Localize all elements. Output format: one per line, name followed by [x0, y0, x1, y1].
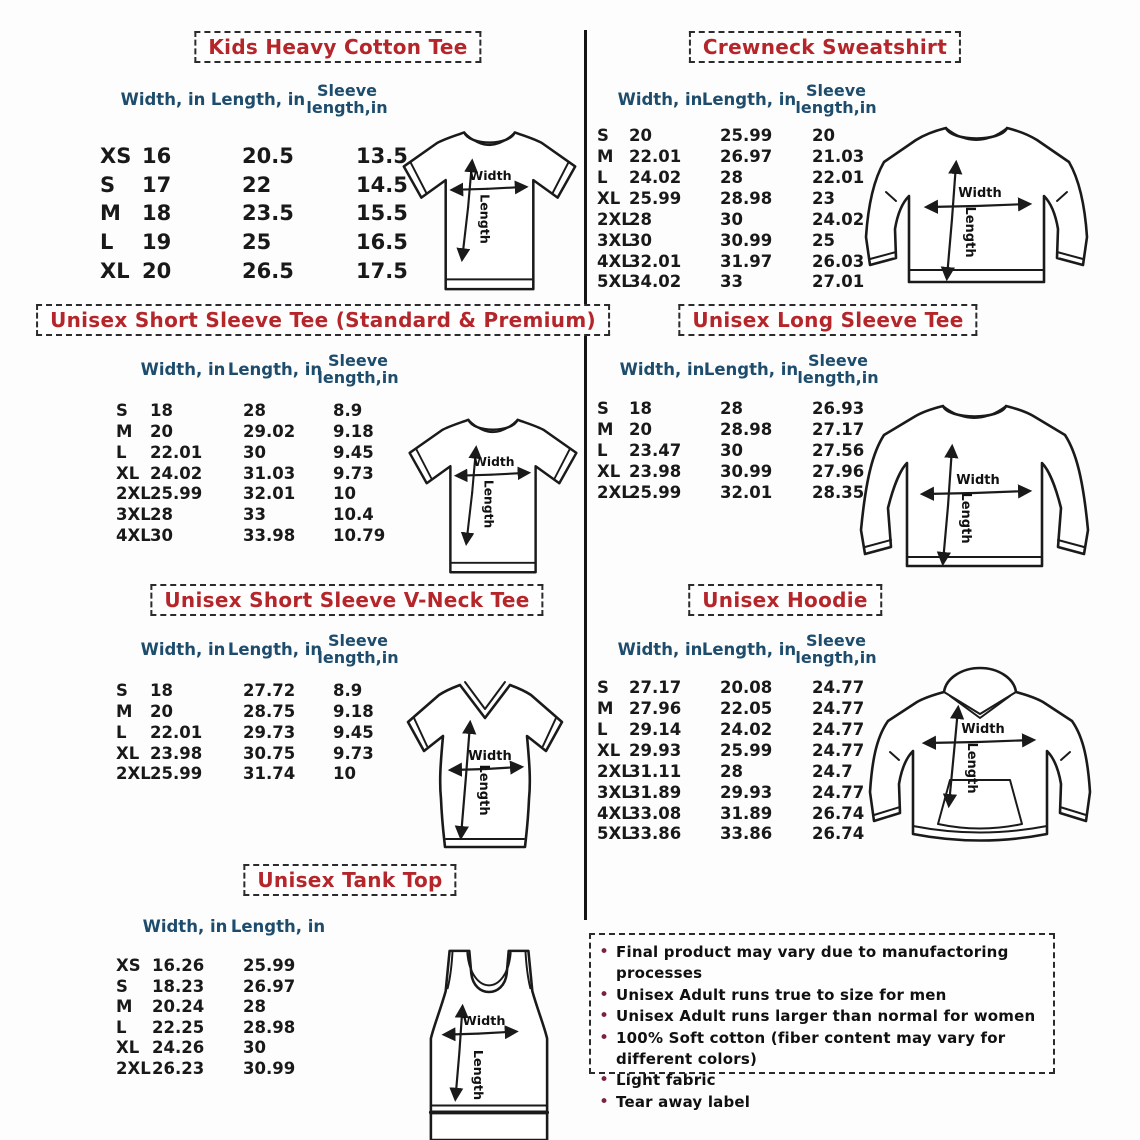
size-table [116, 681, 403, 785]
table-row [116, 443, 403, 464]
table-row [597, 741, 882, 762]
measure-value: 22.25 [152, 1017, 205, 1037]
measure-value: 20 [629, 420, 652, 440]
measure-value: 30.99 [243, 1058, 296, 1078]
measure-value: 16.5 [356, 230, 408, 255]
measure-value: 20 [142, 259, 172, 284]
column-header-width: Width, in [140, 640, 226, 659]
size-label: 2XL [597, 761, 632, 781]
measure-value: 28.98 [720, 420, 773, 440]
column-header-length: Length, in [227, 360, 323, 379]
size-label: XS [100, 143, 132, 168]
table-row [116, 681, 403, 702]
size-label: 4XL [116, 525, 151, 545]
size-label: M [597, 420, 614, 440]
table-row [116, 997, 343, 1018]
note-item [599, 1028, 1045, 1071]
table-row [597, 762, 882, 783]
column-header-sleeve-length: Sleeve length,in [795, 81, 877, 117]
note-text: 100% Soft cotton (fiber content may vary for different colors) [616, 1028, 1006, 1069]
measure-value: 14.5 [356, 172, 408, 197]
section-title: Unisex Short Sleeve V-Neck Tee [150, 584, 543, 616]
size-label: M [116, 701, 133, 721]
measure-value: 22.05 [720, 699, 773, 719]
table-row [597, 399, 882, 420]
size-label: XL [597, 188, 621, 208]
section-title: Unisex Long Sleeve Tee [678, 304, 977, 336]
size-label: 5XL [597, 824, 632, 844]
measure-value: 30 [243, 1038, 266, 1057]
measure-value: 10.79 [333, 525, 386, 545]
column-header-length: Length, in [701, 640, 797, 659]
measure-value: 17.5 [356, 259, 408, 284]
measure-value: 20 [812, 126, 835, 146]
measure-value: 10 [333, 484, 356, 504]
table-row [100, 171, 426, 200]
note-text: Tear away label [616, 1092, 751, 1111]
table-row [597, 824, 882, 845]
measure-value: 27.72 [243, 681, 296, 701]
measure-value: 20 [150, 701, 173, 721]
measure-value: 30 [150, 525, 173, 545]
measure-value: 8.9 [333, 401, 363, 421]
column-header-length: Length, in [230, 917, 326, 936]
measure-value: 25.99 [629, 188, 682, 208]
size-label: 2XL [116, 484, 151, 504]
measure-value: 27.96 [812, 461, 865, 481]
column-header-sleeve-length: Sleeve length,in [797, 351, 879, 387]
measure-value: 28 [629, 209, 652, 229]
size-label: L [116, 722, 127, 742]
size-label: S [597, 399, 609, 419]
measure-value: 8.9 [333, 681, 363, 701]
measure-value: 26.03 [812, 251, 865, 271]
measure-value: 28.98 [720, 188, 773, 208]
tank-top-illustration [415, 943, 563, 1140]
measure-value: 24.7 [812, 761, 853, 781]
measure-value: 29.02 [243, 421, 296, 441]
table-row [597, 720, 882, 741]
measure-value: 29.73 [243, 722, 296, 742]
measure-value: 28 [150, 505, 173, 525]
measure-value: 24.77 [812, 782, 865, 802]
width-label: Width [956, 473, 1000, 488]
column-header-sleeve-length: Sleeve length,in [795, 631, 877, 667]
note-item [599, 1070, 1045, 1091]
table-row [597, 251, 882, 272]
measure-value: 26.74 [812, 824, 865, 844]
table-row [597, 230, 882, 251]
measure-value: 22.01 [629, 147, 682, 167]
measure-value: 26.74 [812, 803, 865, 823]
table-row [597, 483, 882, 504]
table-row [116, 956, 343, 977]
table-row [597, 147, 882, 168]
size-label: M [597, 699, 614, 719]
measure-value: 18 [629, 399, 652, 419]
column-header-width: Width, in [617, 90, 703, 109]
table-row [116, 484, 403, 505]
measure-value: 20.5 [242, 143, 294, 168]
measure-value: 24.77 [812, 678, 865, 698]
measure-value: 28 [243, 401, 266, 421]
measure-value: 10.4 [333, 505, 374, 525]
width-label: Width [469, 168, 512, 184]
bullet-icon: • [599, 1027, 610, 1048]
measure-value: 31.89 [720, 803, 773, 823]
measure-value: 24.77 [812, 699, 865, 719]
measure-value: 17 [142, 172, 172, 197]
size-table [116, 956, 343, 1079]
note-item [599, 942, 1045, 985]
bullet-icon: • [599, 984, 610, 1005]
size-label: 3XL [116, 505, 151, 525]
column-header-width: Width, in [140, 360, 226, 379]
measure-value: 32.01 [720, 482, 773, 502]
size-label: M [116, 421, 133, 441]
measure-value: 30 [720, 440, 743, 460]
size-label: L [116, 1017, 127, 1037]
table-row [597, 126, 882, 147]
measure-value: 26.23 [152, 1058, 205, 1078]
table-row [100, 257, 426, 286]
column-header-width: Width, in [142, 917, 228, 936]
column-header-sleeve-length: Sleeve length,in [306, 81, 388, 117]
measure-value: 27.17 [629, 678, 682, 698]
measure-value: 30.75 [243, 743, 296, 763]
hoodie-illustration [866, 652, 1094, 864]
table-row [116, 505, 403, 526]
length-label: Length [470, 1049, 486, 1101]
measure-value: 29.93 [629, 740, 682, 760]
measure-value: 27.56 [812, 440, 865, 460]
measure-value: 21.03 [812, 147, 865, 167]
measure-value: 20 [629, 126, 652, 146]
measure-value: 16 [142, 143, 172, 168]
measure-value: 15.5 [356, 201, 408, 226]
measure-value: 34.02 [629, 272, 682, 292]
measure-value: 26.97 [720, 147, 773, 167]
table-row [116, 764, 403, 785]
table-row [100, 228, 426, 257]
measure-value: 28 [720, 167, 743, 187]
measure-value: 33.08 [629, 803, 682, 823]
table-row [597, 210, 882, 231]
measure-value: 33.86 [629, 824, 682, 844]
length-label: Length [477, 194, 493, 244]
measure-value: 16.26 [152, 956, 205, 975]
table-row [597, 441, 882, 462]
size-label: L [597, 440, 608, 460]
size-label: XL [116, 743, 140, 763]
note-text: Unisex Adult runs true to size for men [616, 985, 947, 1004]
measure-value: 22.01 [150, 722, 203, 742]
measure-value: 26.5 [242, 259, 294, 284]
table-row [116, 702, 403, 723]
measure-value: 22 [242, 172, 272, 197]
measure-value: 24.02 [150, 463, 203, 483]
measure-value: 23.98 [150, 743, 203, 763]
note-item [599, 1092, 1045, 1113]
size-label: XL [116, 1038, 140, 1057]
measure-value: 29.93 [720, 782, 773, 802]
measure-value: 23 [812, 188, 835, 208]
column-header-sleeve-length: Sleeve length,in [317, 631, 399, 667]
size-label: S [597, 126, 609, 146]
table-row [116, 977, 343, 998]
note-item [599, 1006, 1045, 1027]
size-table [116, 401, 403, 547]
section-title: Unisex Hoodie [688, 584, 882, 616]
bullet-icon: • [599, 942, 610, 962]
table-row [116, 1059, 343, 1080]
table-row [597, 189, 882, 210]
size-label: M [597, 147, 614, 167]
size-label: 2XL [597, 209, 632, 229]
table-row [597, 782, 882, 803]
short-sleeve-tee-illustration [398, 398, 588, 577]
note-text: Final product may vary due to manufactoring processes [616, 943, 1009, 983]
column-header-width: Width, in [619, 360, 705, 379]
size-label: XL [116, 463, 140, 483]
measure-value: 31.89 [629, 782, 682, 802]
measure-value: 23.5 [242, 201, 294, 226]
table-row [597, 420, 882, 441]
column-header-width: Width, in [120, 90, 206, 109]
measure-value: 31.97 [720, 251, 773, 271]
size-table [597, 678, 882, 845]
measure-value: 32.01 [629, 251, 682, 271]
measure-value: 18 [150, 681, 173, 701]
size-label: 2XL [116, 764, 151, 784]
column-header-width: Width, in [617, 640, 703, 659]
column-header-sleeve-length: Sleeve length,in [317, 351, 399, 387]
measure-value: 31.11 [629, 761, 682, 781]
measure-value: 9.45 [333, 442, 374, 462]
measure-value: 9.18 [333, 421, 374, 441]
table-row [116, 1038, 343, 1059]
width-label: Width [462, 1013, 506, 1029]
measure-value: 24.02 [720, 719, 773, 739]
size-label: L [116, 442, 127, 462]
size-label: 5XL [597, 272, 632, 292]
measure-value: 9.73 [333, 743, 374, 763]
measure-value: 23.47 [629, 440, 682, 460]
length-label: Length [964, 742, 979, 794]
measure-value: 27.17 [812, 420, 865, 440]
measure-value: 30 [720, 209, 743, 229]
measure-value: 9.45 [333, 722, 374, 742]
size-label: L [597, 719, 608, 739]
notes-box [589, 933, 1055, 1112]
size-label: 2XL [597, 482, 632, 502]
table-row [116, 422, 403, 443]
table-row [116, 723, 403, 744]
table-row [597, 272, 882, 293]
measure-value: 23.98 [629, 461, 682, 481]
measure-value: 9.18 [333, 701, 374, 721]
measure-value: 28.75 [243, 701, 296, 721]
width-label: Width [473, 455, 515, 470]
table-row [100, 200, 426, 229]
table-row [597, 803, 882, 824]
bullet-icon: • [599, 1070, 610, 1091]
measure-value: 20.24 [152, 997, 205, 1016]
measure-value: 30.99 [720, 461, 773, 481]
size-label: S [100, 172, 116, 197]
measure-value: 28 [720, 399, 743, 419]
measure-value: 25.99 [720, 740, 773, 760]
size-label: M [116, 997, 133, 1016]
measure-value: 33.98 [243, 525, 296, 545]
measure-value: 18.23 [152, 976, 205, 996]
measure-value: 33.86 [720, 824, 773, 844]
section-title: Crewneck Sweatshirt [689, 31, 961, 63]
measure-value: 24.77 [812, 740, 865, 760]
measure-value: 18 [142, 201, 172, 226]
table-row [116, 1018, 343, 1039]
size-label: S [116, 401, 128, 421]
bullet-icon: • [599, 1091, 610, 1112]
size-label: S [116, 976, 128, 996]
size-label: XL [597, 461, 621, 481]
crewneck-sweatshirt-illustration [862, 104, 1092, 306]
measure-value: 25.99 [150, 764, 203, 784]
measure-value: 20.08 [720, 678, 773, 698]
measure-value: 20 [150, 421, 173, 441]
measure-value: 31.03 [243, 463, 296, 483]
measure-value: 25.99 [150, 484, 203, 504]
measure-value: 30 [629, 230, 652, 250]
width-label: Width [958, 186, 1002, 201]
measure-value: 25 [812, 230, 835, 250]
measure-value: 19 [142, 230, 172, 255]
table-row [597, 462, 882, 483]
measure-value: 9.73 [333, 463, 374, 483]
column-header-length: Length, in [701, 90, 797, 109]
measure-value: 24.02 [812, 209, 865, 229]
long-sleeve-tee-illustration [856, 386, 1092, 584]
section-title: Kids Heavy Cotton Tee [194, 31, 481, 63]
size-label: M [100, 201, 121, 226]
table-row [100, 142, 426, 171]
table-row [597, 678, 882, 699]
measure-value: 28 [720, 761, 743, 781]
measure-value: 31.74 [243, 764, 296, 784]
size-label: XS [116, 956, 141, 975]
measure-value: 24.26 [152, 1038, 205, 1057]
table-row [116, 463, 403, 484]
measure-value: 30 [243, 442, 266, 462]
column-header-length: Length, in [210, 90, 306, 109]
size-label: 4XL [597, 251, 632, 271]
measure-value: 32.01 [243, 484, 296, 504]
table-row [116, 526, 403, 547]
measure-value: 26.93 [812, 399, 865, 419]
size-table [100, 142, 426, 286]
measure-value: 27.96 [629, 699, 682, 719]
measure-value: 25.99 [629, 482, 682, 502]
size-label: 3XL [597, 782, 632, 802]
bullet-icon: • [599, 1006, 610, 1027]
measure-value: 28.35 [812, 482, 865, 502]
measure-value: 30.99 [720, 230, 773, 250]
column-header-length: Length, in [703, 360, 799, 379]
length-label: Length [958, 492, 973, 544]
measure-value: 18 [150, 401, 173, 421]
measure-value: 22.01 [812, 167, 865, 187]
table-row [116, 743, 403, 764]
size-table [597, 399, 882, 503]
size-label: XL [597, 740, 621, 760]
size-label: S [597, 678, 609, 698]
note-text: Unisex Adult runs larger than normal for women [616, 1007, 1036, 1026]
note-item [599, 985, 1045, 1006]
measure-value: 25.99 [720, 126, 773, 146]
size-label: 2XL [116, 1058, 151, 1078]
measure-value: 25.99 [243, 956, 296, 975]
size-label: 4XL [597, 803, 632, 823]
measure-value: 24.77 [812, 719, 865, 739]
v-neck-tee-illustration [398, 666, 572, 854]
measure-value: 22.01 [150, 442, 203, 462]
measure-value: 33 [243, 505, 266, 525]
length-label: Length [476, 764, 491, 816]
measure-value: 13.5 [356, 143, 408, 168]
size-label: XL [100, 259, 130, 284]
table-row [597, 168, 882, 189]
measure-value: 24.02 [629, 167, 682, 187]
section-title: Unisex Short Sleeve Tee (Standard & Premium) [36, 304, 610, 336]
length-label: Length [481, 479, 496, 529]
table-row [116, 401, 403, 422]
measure-value: 25 [242, 230, 272, 255]
measure-value: 28.98 [243, 1017, 296, 1037]
note-text: Light fabric [616, 1071, 716, 1090]
size-label: L [100, 230, 114, 255]
width-label: Width [961, 722, 1005, 737]
measure-value: 28 [243, 997, 266, 1016]
size-label: L [597, 167, 608, 187]
measure-value: 29.14 [629, 719, 682, 739]
measure-value: 10 [333, 764, 356, 784]
width-label: Width [468, 749, 512, 764]
length-label: Length [962, 206, 977, 258]
column-header-length: Length, in [227, 640, 323, 659]
section-title: Unisex Tank Top [243, 864, 456, 896]
size-label: 3XL [597, 230, 632, 250]
measure-value: 27.01 [812, 272, 865, 292]
short-sleeve-tee-illustration [392, 110, 587, 294]
size-table [597, 126, 882, 293]
measure-value: 26.97 [243, 976, 296, 996]
measure-value: 33 [720, 272, 743, 292]
size-label: S [116, 681, 128, 701]
table-row [597, 699, 882, 720]
